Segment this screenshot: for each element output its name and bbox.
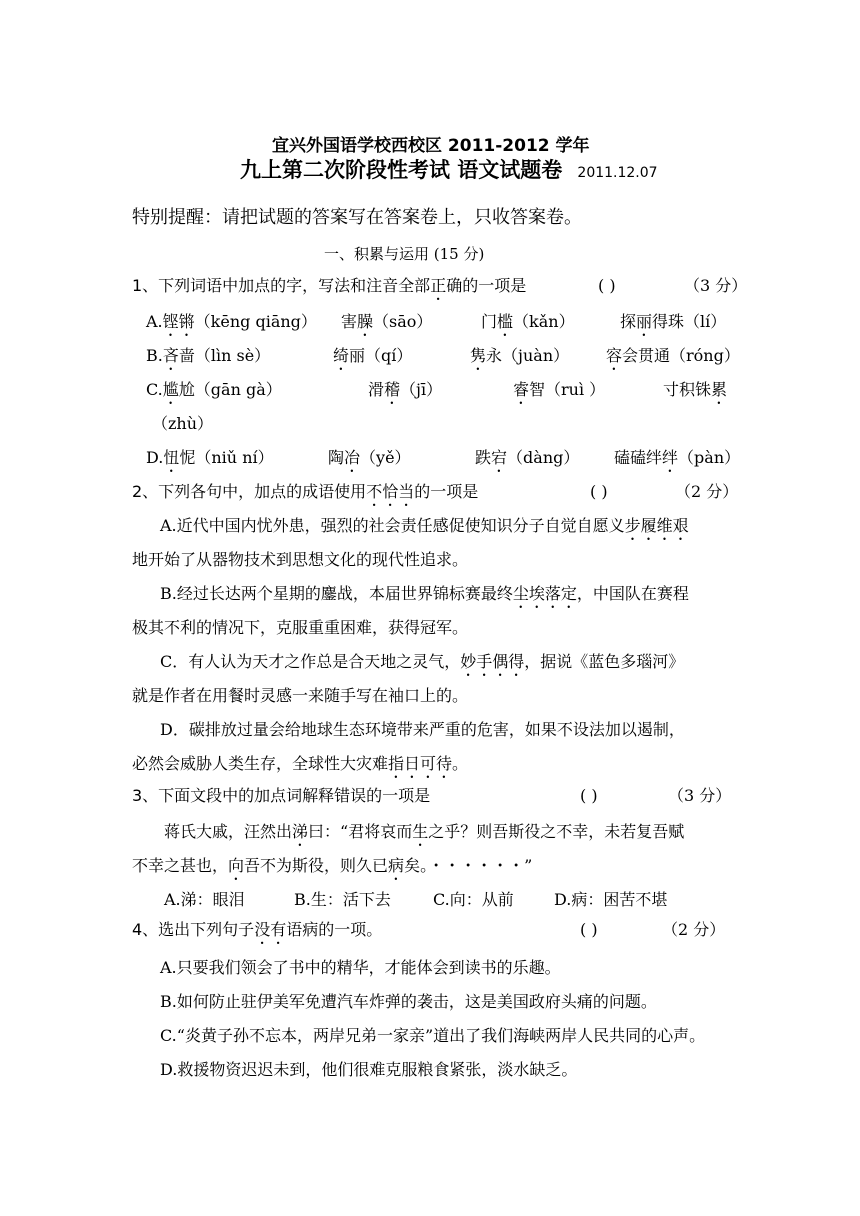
exam-title: 九上第二次阶段性考试 语文试题卷	[240, 158, 563, 182]
school-line: 宜兴外国语学校西校区 2011-2012 学年	[272, 136, 590, 156]
q1-answer-paren: ( )	[598, 276, 616, 295]
q1-stem-dot: 正	[430, 276, 447, 295]
q2-option-d-line2: 必然会威胁人类生存，全球性大灾难指日可待。	[132, 754, 469, 773]
q1-option-c4: 寸积铢累	[663, 380, 728, 399]
q1-option-d1: D.忸怩（niǔ ní）	[146, 448, 274, 467]
q3-answer-paren: ( )	[580, 786, 598, 805]
q2-option-b-line1: B.经过长达两个星期的鏖战，本届世界锦标赛最终尘埃落定，中国队在赛程	[160, 584, 689, 603]
q4-answer-paren: ( )	[580, 920, 598, 939]
question-2-stem: 2、下列各句中，加点的成语使用不恰当的一项是	[132, 482, 479, 501]
q2-answer-paren: ( )	[590, 482, 608, 501]
q1-option-b1: B.吝啬（lìn sè）	[146, 346, 271, 365]
q1-option-d3: 跌宕（dàng）	[475, 448, 580, 467]
q3-passage-line2: 不幸之甚也，向吾不为斯役，则久已病矣。・・・・・・”	[132, 856, 533, 875]
q1-option-b2: 绮丽（qí）	[333, 346, 413, 365]
q2-option-c-line1: C．有人认为天才之作总是合天地之灵气，妙手偶得，据说《蓝色多瑙河》	[160, 652, 685, 671]
q4-option-c: C.“炎黄子孙不忘本，两岸兄弟一家亲”道出了我们海峡两岸人民共同的心声。	[160, 1026, 706, 1045]
q4-option-a: A.只要我们领会了书中的精华，才能体会到读书的乐趣。	[160, 958, 561, 977]
q1-option-b4: 容会贯通（róng）	[606, 346, 740, 365]
q1-option-d2: 陶冶（yě）	[328, 448, 411, 467]
q1-option-a1: A.铿锵（kēng qiāng）	[146, 312, 317, 331]
q2-option-b-line2: 极其不利的情况下，克服重重困难，获得冠军。	[132, 618, 469, 637]
question-4-stem: 4、选出下列句子没有语病的一项。	[132, 920, 383, 939]
q1-option-a2: 害臊（sāo）	[341, 312, 433, 331]
q1-option-a3: 门槛（kǎn）	[481, 312, 575, 331]
q2-option-d-line1: D．碳排放过量会给地球生态环境带来严重的危害，如果不设法加以遏制，	[160, 720, 685, 739]
q4-option-d: D.救援物资迟迟未到，他们很难克服粮食紧张，淡水缺乏。	[160, 1060, 578, 1079]
q1-option-a4: 探丽得珠（lí）	[620, 312, 727, 331]
question-1-stem	[132, 276, 526, 304]
q3-passage-line1: 蒋氏大戚，汪然出涕曰：“君将哀而生之乎？则吾斯役之不幸，未若复吾赋	[164, 822, 685, 841]
q2-option-c-line2: 就是作者在用餐时灵感一来随手写在袖口上的。	[132, 686, 469, 705]
q4-score: （2 分）	[662, 920, 726, 939]
q2-option-a-line1: A.近代中国内忧外患，强烈的社会责任感促使知识分子自觉自愿义步履维艰	[160, 516, 689, 535]
q1-option-d4: 磕磕绊绊（pàn）	[614, 448, 741, 467]
q3-option-d: D.病：困苦不堪	[554, 890, 668, 909]
q1-option-b3: 隽永（juàn）	[470, 346, 570, 365]
q1-option-c3: 睿智（ruì ）	[513, 380, 606, 399]
q3-option-b: B.生：活下去	[294, 890, 391, 909]
q1-option-c4-wrap: （zhù）	[152, 414, 214, 433]
q3-score: （3 分）	[668, 786, 732, 805]
special-reminder: 特别提醒：请把试题的答案写在答案卷上，只收答案卷。	[132, 207, 582, 228]
q3-option-a: A.涕：眼泪	[164, 890, 245, 909]
question-3-stem: 3、下面文段中的加点词解释错误的一项是	[132, 786, 431, 805]
q2-option-a-line2: 地开始了从器物技术到思想文化的现代性追求。	[132, 550, 469, 569]
q1-option-c1: C.尴尬（gān gà）	[146, 380, 282, 399]
q4-option-b: B.如何防止驻伊美军免遭汽车炸弹的袭击，这是美国政府头痛的问题。	[160, 992, 657, 1011]
exam-date: 2011.12.07	[577, 165, 658, 181]
q1-stem-text-2: 确的一项是	[446, 276, 527, 295]
q2-score: （2 分）	[675, 482, 739, 501]
q1-option-c2: 滑稽（jī）	[368, 380, 443, 399]
exam-title-line	[240, 160, 658, 183]
q1-score: （3 分）	[684, 276, 748, 295]
q1-stem-text: 1、下列词语中加点的字，写法和注音全部	[132, 276, 431, 295]
q3-option-c: C.向：从前	[433, 890, 514, 909]
section-title: 一、积累与运用 (15 分)	[324, 245, 485, 263]
